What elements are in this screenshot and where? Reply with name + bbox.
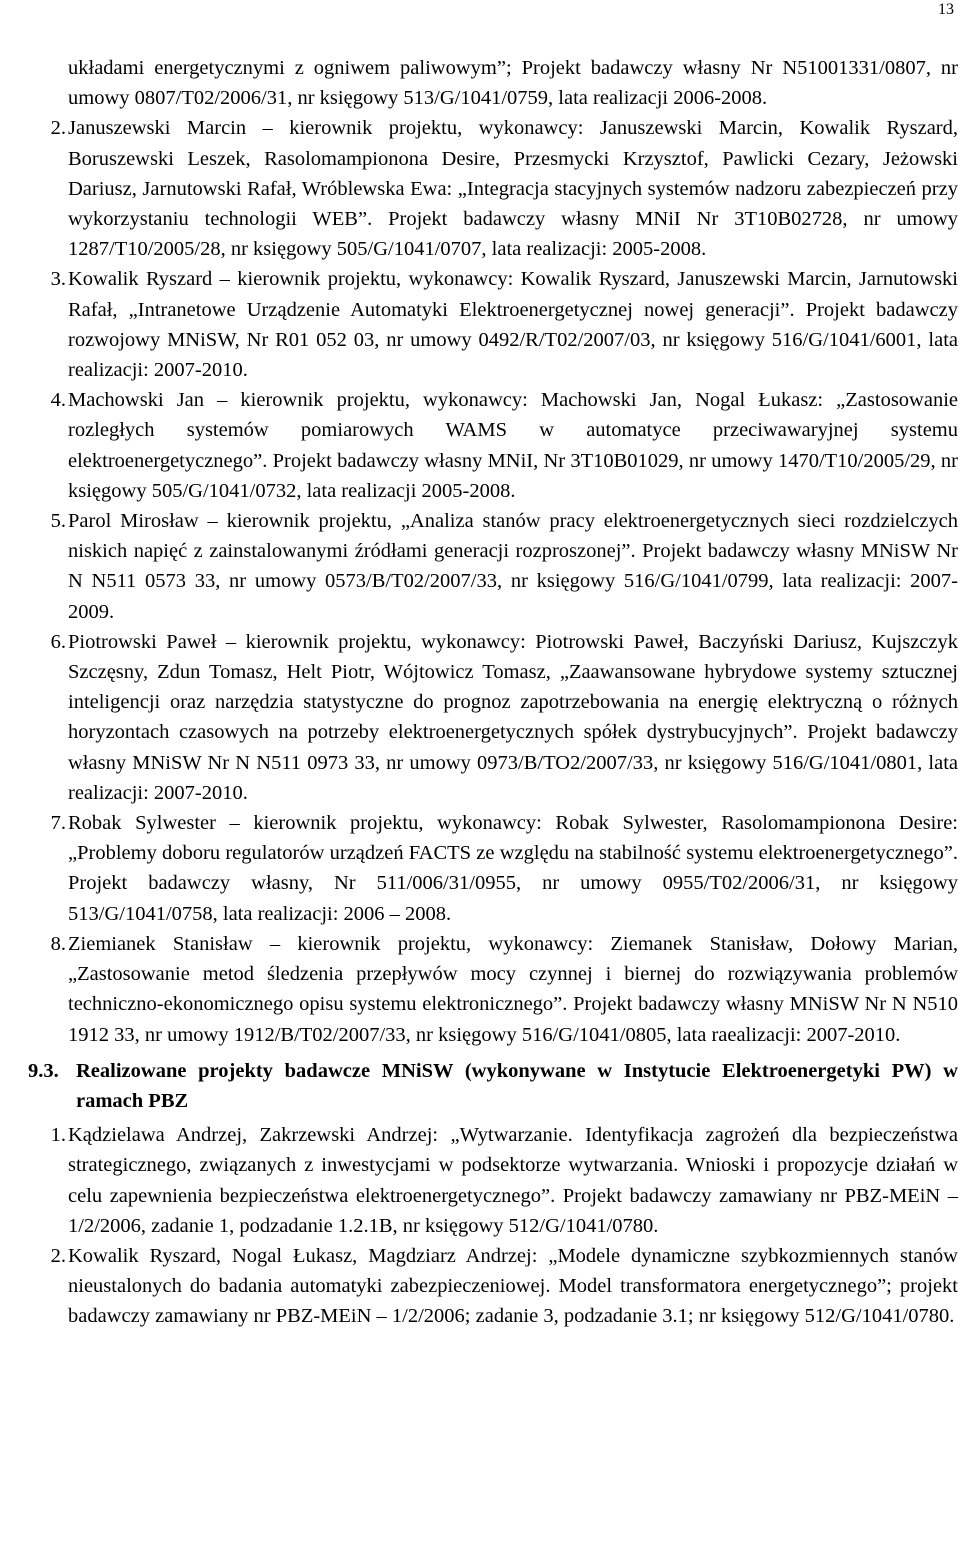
list-item xyxy=(28,506,958,627)
list-item xyxy=(28,808,958,929)
list-item-number: 1. xyxy=(50,1124,66,1147)
page-number: 13 xyxy=(938,1,954,18)
list-item-text: Robak Sylwester – kierownik projektu, wykonawcy: Robak Sylwester, Rasolomampionona Desire: „Problemy doboru regulatorów urządzeń FACTS ze względu na stabilność systemu elektroenergetycznego”. Projekt badawczy własny, Nr 511/006/31/0955, nr umowy 0955/T02/2006/31, nr księgowy 513/G/1041/0758, lata realizacji: 2006 – 2008. xyxy=(68,812,958,925)
list-item xyxy=(28,385,958,506)
list-item-text: układami energetycznymi z ogniwem paliwowym”; Projekt badawczy własny Nr N51001331/0807, nr umowy 0807/T02/2006/31, nr księgowy 513/G/1041/0759, lata realizacji 2006-2008. xyxy=(68,57,958,110)
list-item-text: Piotrowski Paweł – kierownik projektu, wykonawcy: Piotrowski Paweł, Baczyński Dariusz, Kujszczyk Szczęsny, Zdun Tomasz, Helt Piotr, Wójtowicz Tomasz, „Zaawansowane hybrydowe systemy sztucznej inteligencji oraz narzędzia statystyczne do prognoz zapotrzebowania na energię elektryczną o różnych horyzontach czasowych na potrzeby elektroenergetycznych spółek dystrybucyjnych”. Projekt badawczy własny MNiSW Nr N N511 0973 33, nr umowy 0973/B/TO2/2007/33, nr księgowy 516/G/1041/0801, lata realizacji: 2007-2010. xyxy=(68,630,958,804)
section-number: 9.3. xyxy=(28,1059,59,1082)
list-item-number: 2. xyxy=(50,117,66,140)
section-heading xyxy=(28,1056,958,1116)
list-item-text: Machowski Jan – kierownik projektu, wykonawcy: Machowski Jan, Nogal Łukasz: „Zastosowanie rozległych systemów pomiarowych WAMS w automatyce przeciwawaryjnej systemu elektroenergetycznego”. Projekt badawczy własny MNiI, Nr 3T10B01029, nr umowy 1470/T10/2005/29, nr księgowy 505/G/1041/0732, lata realizacji 2005-2008. xyxy=(68,389,958,502)
list-item-number: 5. xyxy=(50,510,66,533)
document-body xyxy=(28,53,958,1332)
list-item-text: Parol Mirosław – kierownik projektu, „Analiza stanów pracy elektroenergetycznych sieci rozdzielczych niskich napięć z zainstalowanymi źródłami generacji rozproszonej”. Projekt badawczy własny MNiSW Nr N N511 0573 33, nr umowy 0573/B/T02/2007/33, nr księgowy 516/G/1041/0799, lata realizacji: 2007-2009. xyxy=(68,510,958,623)
list-item xyxy=(28,113,958,264)
list-item-number: 6. xyxy=(50,630,66,653)
list-item-text: Kowalik Ryszard, Nogal Łukasz, Magdziarz Andrzej: „Modele dynamiczne szybkozmiennych stanów nieustalonych do badania automatyki zabezpieczeniowej. Model transformatora energetycznego”; projekt badawczy zamawiany nr PBZ-MEiN – 1/2/2006; zadanie 3, podzadanie 3.1; nr księgowy 512/G/1041/0780. xyxy=(68,1244,958,1328)
list-item-number: 7. xyxy=(50,812,66,835)
list-item xyxy=(28,1241,958,1332)
list-item-number: 3. xyxy=(50,268,66,291)
list-item xyxy=(28,1120,958,1241)
list-item-text: Ziemianek Stanisław – kierownik projektu, wykonawcy: Ziemanek Stanisław, Dołowy Marian, „Zastosowanie metod śledzenia przepływów mocy czynnej i biernej do rozwiązywania problemów techniczno-ekonomicznego opisu systemu elektronicznego”. Projekt badawczy własny MNiSW Nr N N510 1912 33, nr umowy 1912/B/T02/2007/33, nr księgowy 516/G/1041/0805, lata raealizacji: 2007-2010. xyxy=(68,932,958,1046)
list-item-text: Kądzielawa Andrzej, Zakrzewski Andrzej: „Wytwarzanie. Identyfikacja zagrożeń dla bezpieczeństwa strategicznego, związanych z inwestycjami w podsektorze wytwarzania. Wnioski i propozycje działań w celu zapewnienia bezpieczeństwa elektroenergetycznego”. Projekt badawczy zamawiany nr PBZ-MEiN –1/2/2006, zadanie 1, podzadanie 1.2.1B, nr księgowy 512/G/1041/0780. xyxy=(68,1124,958,1237)
list-item-number: 8. xyxy=(50,932,66,955)
list-item xyxy=(28,627,958,808)
list-item-continuation xyxy=(28,53,958,113)
list-item-text: Januszewski Marcin – kierownik projektu, wykonawcy: Januszewski Marcin, Kowalik Ryszard, Boruszewski Leszek, Rasolomampionona Desire, Przesmycki Krzysztof, Pawlicki Cezary, Jeżowski Dariusz, Jarnutowski Rafał, Wróblewska Ewa: „Integracja stacyjnych systemów nadzoru zabezpieczeń przy wykorzystaniu technologii WEB”. Projekt badawczy własny MNiI Nr 3T10B02728, nr umowy 1287/T10/2005/28, nr księgowy 505/G/1041/0707, lata realizacji: 2005-2008. xyxy=(68,117,958,261)
list-item-number: 2. xyxy=(50,1244,66,1267)
list-item-text: Kowalik Ryszard – kierownik projektu, wykonawcy: Kowalik Ryszard, Januszewski Marcin, Jarnutowski Rafał, „Intranetowe Urządzenie Automatyki Elektroenergetycznej nowej generacji”. Projekt badawczy rozwojowy MNiSW, Nr R01 052 03, nr umowy 0492/R/T02/2007/03, nr księgowy 516/G/1041/6001, lata realizacji: 2007-2010. xyxy=(68,268,958,382)
section-title: Realizowane projekty badawcze MNiSW (wykonywane w Instytucie Elektroenergetyki PW) w ramach PBZ xyxy=(76,1059,958,1112)
list-item-number: 4. xyxy=(50,389,66,412)
list-item xyxy=(28,929,958,1050)
list-item xyxy=(28,264,958,385)
